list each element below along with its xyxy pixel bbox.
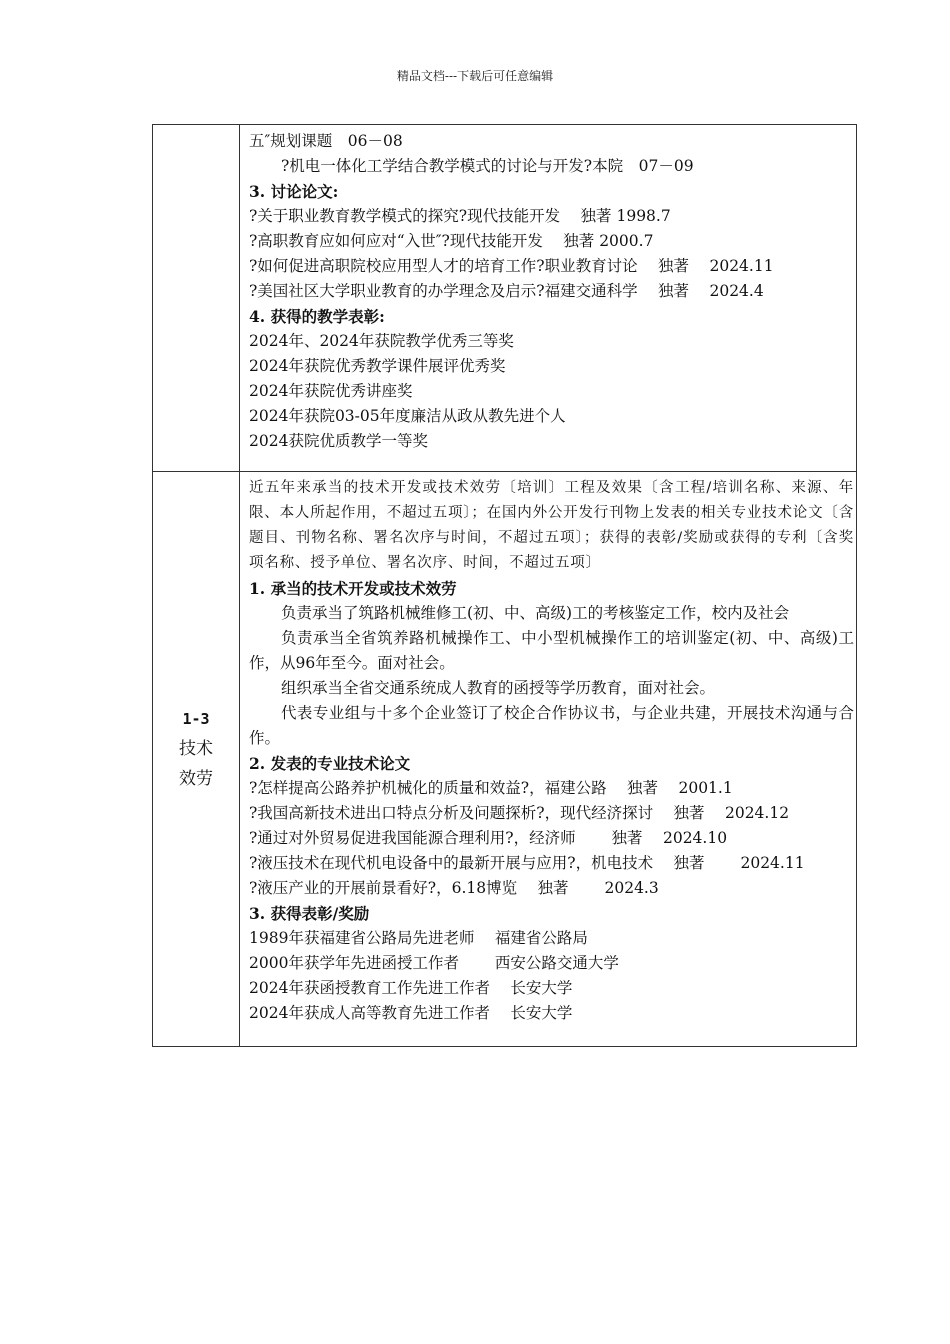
award-item: 2024年获院优秀教学课件展评优秀奖 [249,357,506,375]
page-header: 精品文档---下载后可任意编辑 [396,69,554,83]
subsection-heading: 2. 发表的专业技术论文 [249,754,411,773]
section-code: 1-3 [182,710,210,728]
papers-heading: 3. 讨论论文: [249,182,339,201]
award-item: 2024年、2024年获院教学优秀三等奖 [249,332,514,350]
paper-item: ?怎样提高公路养护机械化的质量和效益?，福建公路 独著 2001.1 [249,779,733,797]
paper-item: ?美国社区大学职业教育的办学理念及启示?福建交通科学 独著 2024.4 [249,282,764,300]
award-item: 2024年获成人高等教育先进工作者 长安大学 [249,1004,573,1022]
paragraph: 负责承当了筑路机械维修工(初、中、高级)工的考核鉴定工作，校内及社会 [281,604,790,622]
section-label-line: 效劳 [179,769,213,789]
award-item: 2024年获院03-05年度廉洁从政从教先进个人 [249,407,566,425]
paragraph: 组织承当全省交通系统成人教育的函授等学历教育，面对社会。 [281,679,716,697]
section-label-cell [153,472,240,1046]
paper-item: ?关于职业教育教学模式的探究?现代技能开发 独著 1998.7 [249,207,671,225]
award-item: 2024年获院优秀讲座奖 [249,382,413,400]
subsection-heading: 3. 获得表彰/奖励 [249,904,370,923]
paper-item: ?高职教育应如何应对“入世″?现代技能开发 独著 2000.7 [249,232,654,250]
paper-item: ?如何促进高职院校应用型人才的培育工作?职业教育讨论 独著 2024.11 [249,257,774,275]
instruction-note: 近五年来承当的技术开发或技术效劳〔培训〕工程及效果〔含工程/培训名称、来源、年限、本人所起作用，不超过五项〕；在国内外公开发行刊物上发表的相关专业技术论文〔含题目、刊物名称、署名次序与时间，不超过五项〕；获得的表彰/奖励或获得的专利〔含奖项名称、授予单位、署名次序、时间，不超过五项〕 [249,480,854,571]
awards-heading: 4. 获得的教学表彰: [249,307,385,326]
paper-item: ?我国高新技术进出口特点分析及问题探析?，现代经济探讨 独著 2024.12 [249,804,790,822]
paragraph: 代表专业组与十多个企业签订了校企合作协议书，与企业共建，开展技术沟通与合作。 [249,704,854,747]
award-item: 2000年获学年先进函授工作者 西安公路交通大学 [249,954,619,972]
section-label [153,704,239,794]
label-cell [153,125,240,471]
paper-item: ?液压技术在现代机电设备中的最新开展与应用?，机电技术 独著 2024.11 [249,854,805,872]
table-row [153,472,856,1046]
table-row [153,125,856,472]
award-item: 1989年获福建省公路局先进老师 福建省公路局 [249,929,588,947]
project-line: 五″规划课题 06－08 [249,132,403,150]
project-line: ?机电一体化工学结合教学模式的讨论与开发?本院 07－09 [281,157,694,175]
content-table [152,124,857,1047]
section-label-line: 技术 [179,739,213,759]
paragraph: 负责承当全省筑养路机械操作工、中小型机械操作工的培训鉴定(初、中、高级)工作，从96年至今。面对社会。 [249,629,854,672]
content-cell [240,472,856,1046]
paper-item: ?通过对外贸易促进我国能源合理利用?，经济师 独著 2024.10 [249,829,728,847]
award-item: 2024获院优质教学一等奖 [249,432,428,450]
paper-item: ?液压产业的开展前景看好?，6.18博览 独著 2024.3 [249,879,659,897]
subsection-heading: 1. 承当的技术开发或技术效劳 [249,579,457,598]
content-cell [240,125,856,471]
award-item: 2024年获函授教育工作先进工作者 长安大学 [249,979,573,997]
